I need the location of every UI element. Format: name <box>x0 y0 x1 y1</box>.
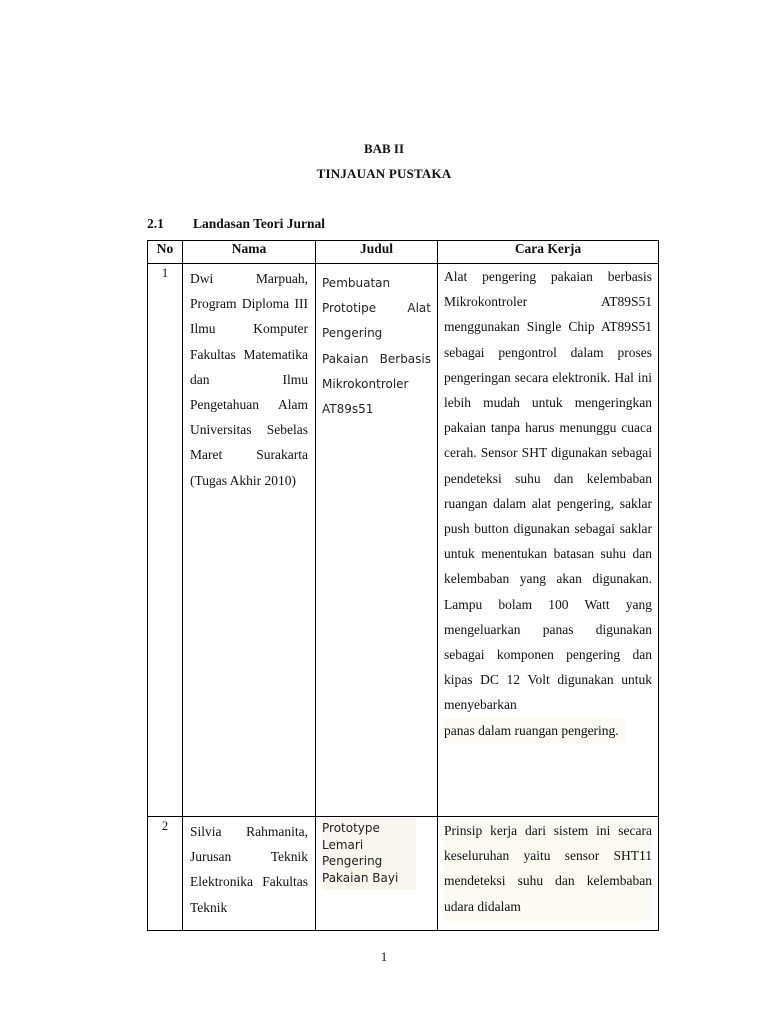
chapter-number: BAB II <box>363 141 405 156</box>
header-nama: Nama <box>183 241 316 264</box>
header-no: No <box>148 241 183 264</box>
cara-kerja-text: Prinsip kerja dari sistem ini secara keseluruhan yaitu sensor SHT11 mendeteksi suhu dan kelembaban udara didalam <box>444 818 652 921</box>
cell-nama: Dwi Marpuah, Program Diploma III Ilmu Komputer Fakultas Matematika dan Ilmu Pengetahuan Alam Universitas Sebelas Maret Surakarta (Tugas Akhir 2010) <box>183 264 316 817</box>
cell-judul <box>316 817 438 931</box>
judul-text: Prototype Lemari Pengering Pakaian Bayi <box>322 818 416 890</box>
cell-cara-kerja <box>438 817 659 931</box>
section-heading <box>147 216 325 232</box>
cara-kerja-text: Alat pengering pakaian berbasis Mikrokontroler AT89S51 menggunakan Single Chip AT89S51 sebagai pengontrol dalam proses pengeringan secara elektronik. Hal ini lebih mudah untuk mengeringkan pakaian tanpa harus menunggu cuaca cerah. Sensor SHT digunakan sebagai pendeteksi suhu dan kelembaban ruangan dalam alat pengering, saklar push button digunakan sebagai saklar untuk menentukan batasan suhu dan kelembaban yang akan digunakan. Lampu bolam 100 Watt yang mengeluarkan panas digunakan sebagai komponen pengering dan kipas DC 12 Volt digunakan untuk menyebarkan <box>444 269 652 713</box>
literature-table <box>147 240 659 931</box>
table-header-row <box>148 241 659 264</box>
header-judul: Judul <box>316 241 438 264</box>
judul-text: Pembuatan Prototipe Alat Pengering Pakaian Berbasis Mikrokontroler AT89s51 <box>322 276 431 417</box>
page-number: 1 <box>380 949 388 964</box>
section-title: Landasan Teori Jurnal <box>193 216 326 231</box>
table-row <box>148 817 659 931</box>
cara-kerja-last-line: panas dalam ruangan pengering. <box>444 718 625 743</box>
cell-no: 1 <box>148 264 183 817</box>
chapter-title: TINJAUAN PUSTAKA <box>316 166 452 181</box>
cell-cara-kerja <box>438 264 659 817</box>
cell-nama: Silvia Rahmanita, Jurusan Teknik Elektronika Fakultas Teknik <box>183 817 316 931</box>
cell-judul <box>316 264 438 817</box>
header-cara-kerja: Cara Kerja <box>438 241 659 264</box>
cell-no: 2 <box>148 817 183 931</box>
section-number: 2.1 <box>147 216 164 231</box>
table-row <box>148 264 659 817</box>
